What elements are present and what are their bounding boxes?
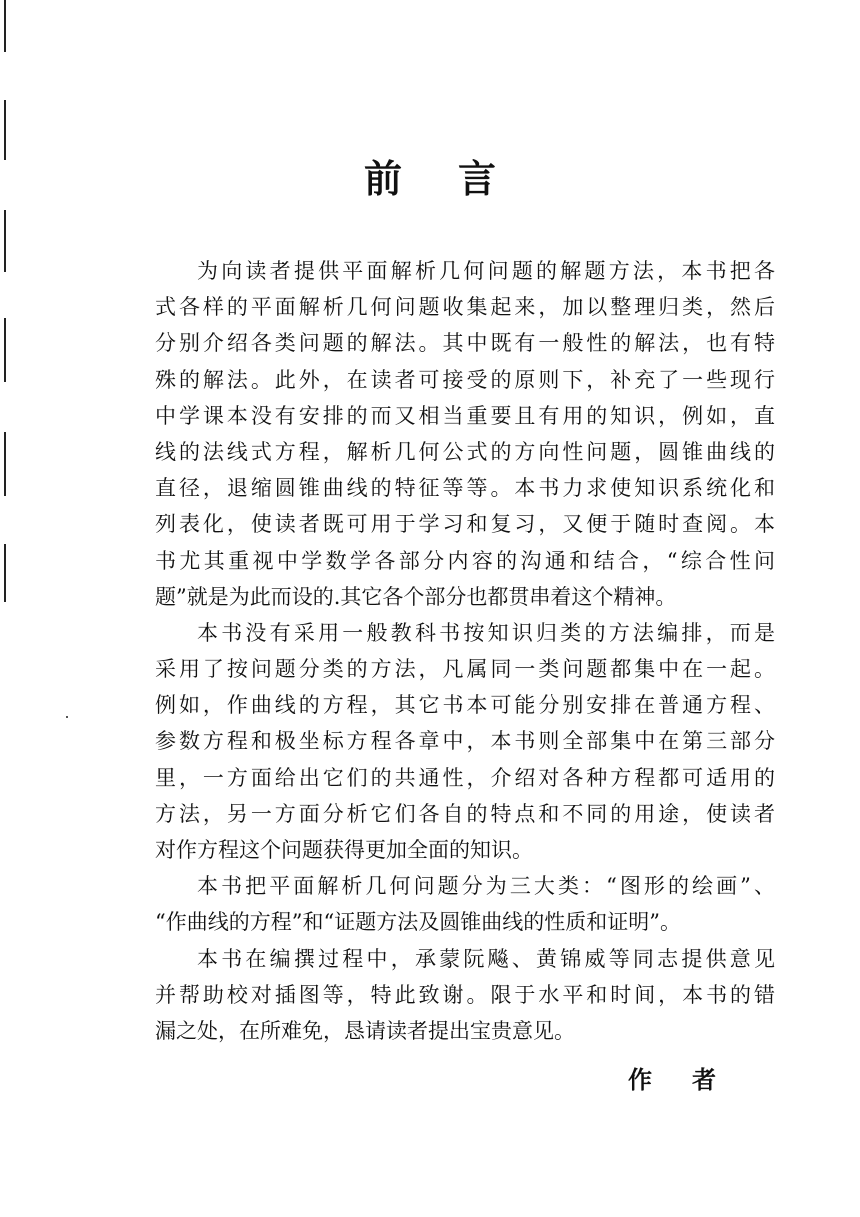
text-line: 本书在编撰过程中，承蒙阮飚、黄锦威等同志提供意见 bbox=[197, 946, 775, 971]
scan-edge-mark bbox=[4, 0, 6, 52]
text-line: 为向读者提供平面解析几何问题的解题方法，本书把各 bbox=[197, 259, 775, 283]
text-line: 漏之处，在所难免，恳请读者提出宝贵意见。 bbox=[155, 1018, 575, 1043]
text-line: 参数方程和极坐标方程各章中，本书则全部集中在第三部分 bbox=[155, 729, 775, 754]
text-line: 直径，退缩圆锥曲线的特征等等。本书力求使知识系统化和 bbox=[155, 476, 775, 501]
text-line: 列表化，使读者既可用于学习和复习，又便于随时查阅。本 bbox=[155, 512, 775, 537]
text-line: 里，一方面给出它们的共通性，介绍对各种方程都可适用的 bbox=[155, 765, 775, 790]
text-line: 并帮助校对插图等，特此致谢。限于水平和时间，本书的错 bbox=[155, 982, 775, 1007]
scan-edge-mark bbox=[4, 544, 6, 602]
text-line: 书尤其重视中学数学各部分内容的沟通和结合，“综合性问 bbox=[155, 548, 775, 573]
text-line: 式各样的平面解析几何问题收集起来，加以整理归类，然后 bbox=[155, 295, 775, 320]
text-line: 对作方程这个问题获得更加全面的知识。 bbox=[155, 838, 533, 862]
text-line: 题”就是为此而设的.其它各个部分也都贯串着这个精神。 bbox=[155, 584, 677, 609]
scan-edge-mark bbox=[4, 318, 6, 382]
preface-body bbox=[155, 253, 775, 1049]
text-line: 采用了按问题分类的方法，凡属同一类问题都集中在一起。 bbox=[155, 657, 775, 682]
scan-edge-mark bbox=[4, 432, 6, 496]
scan-edge-mark bbox=[4, 210, 6, 272]
author-signature: 作者 bbox=[628, 1065, 756, 1094]
text-line: 本书没有采用一般教科书按知识归类的方法编排，而是 bbox=[197, 620, 775, 645]
text-line: 本书把平面解析几何问题分为三大类：“图形的绘画”、 bbox=[197, 874, 775, 899]
text-line: 例如，作曲线的方程，其它书本可能分别安排在普通方程、 bbox=[155, 693, 775, 718]
scan-speck bbox=[66, 716, 68, 718]
text-line: 线的法线式方程，解析几何公式的方向性问题，圆锥曲线的 bbox=[155, 439, 775, 464]
text-line: “作曲线的方程”和“证题方法及圆锥曲线的性质和证明”。 bbox=[155, 910, 681, 935]
text-line: 中学课本没有安排的而又相当重要且有用的知识，例如，直 bbox=[155, 403, 775, 428]
text-line: 殊的解法。此外，在读者可接受的原则下，补充了一些现行 bbox=[155, 367, 775, 392]
page-title: 前言 bbox=[363, 156, 552, 201]
text-line: 方法，另一方面分析它们各自的特点和不同的用途，使读者 bbox=[155, 801, 775, 826]
text-line: 分别介绍各类问题的解法。其中既有一般性的解法，也有特 bbox=[155, 331, 775, 356]
